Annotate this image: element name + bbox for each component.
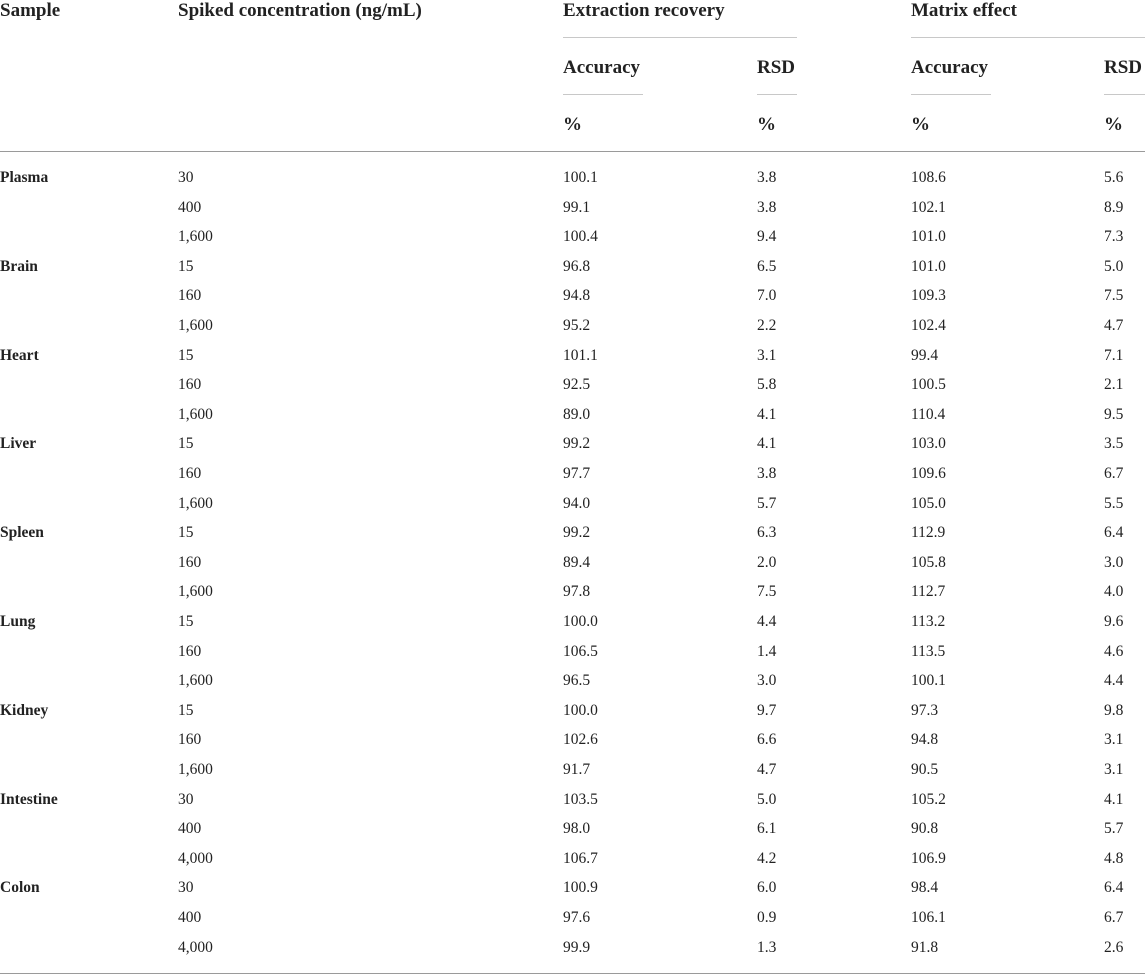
me-rsd-cell: 3.0 bbox=[1104, 553, 1124, 571]
me-accuracy-cell: 100.1 bbox=[911, 672, 946, 690]
er-accuracy-cell: 99.2 bbox=[563, 524, 591, 542]
concentration-cell: 400 bbox=[178, 198, 202, 216]
header-er-rsd-unit: % bbox=[757, 114, 776, 135]
header-extraction-recovery: Extraction recovery bbox=[563, 0, 725, 21]
concentration-cell: 160 bbox=[178, 465, 202, 482]
concentration-cell: 15 bbox=[178, 257, 194, 275]
er-accuracy-cell: 89.4 bbox=[563, 553, 591, 571]
me-rsd-cell: 6.7 bbox=[1104, 465, 1124, 482]
matrix-effect-spanner-rule bbox=[911, 37, 1145, 38]
me-accuracy-cell: 97.3 bbox=[911, 701, 939, 719]
er-rsd-cell: 2.2 bbox=[757, 317, 777, 334]
table-row bbox=[0, 873, 1145, 903]
er-rsd-cell: 4.2 bbox=[757, 849, 777, 867]
me-accuracy-cell: 90.5 bbox=[911, 761, 939, 778]
table-row bbox=[0, 903, 1145, 933]
concentration-cell: 4,000 bbox=[178, 938, 213, 956]
concentration-cell: 15 bbox=[178, 346, 194, 364]
er-accuracy-cell: 100.4 bbox=[563, 228, 598, 246]
er-rsd-cell: 4.1 bbox=[757, 435, 777, 453]
table-row bbox=[0, 696, 1145, 726]
header-me-accuracy: Accuracy bbox=[911, 57, 989, 78]
header-me-rsd: RSD bbox=[1104, 57, 1143, 78]
concentration-cell: 160 bbox=[178, 376, 202, 394]
er-rsd-cell: 6.0 bbox=[757, 879, 777, 897]
er-rsd-cell: 9.7 bbox=[757, 701, 777, 719]
me-accuracy-cell: 91.8 bbox=[911, 938, 939, 956]
me-rsd-cell: 7.1 bbox=[1104, 346, 1124, 364]
table-row bbox=[0, 607, 1145, 637]
er-accuracy-cell: 97.7 bbox=[563, 465, 591, 482]
sample-cell: Kidney bbox=[0, 701, 49, 719]
er-accuracy-cell: 99.9 bbox=[563, 938, 591, 956]
table-row bbox=[0, 400, 1145, 430]
table-row bbox=[0, 163, 1145, 193]
header-me-rsd-unit: % bbox=[1104, 114, 1123, 135]
table-row bbox=[0, 193, 1145, 223]
er-accuracy-cell: 96.5 bbox=[563, 672, 591, 690]
er-accuracy-cell: 100.1 bbox=[563, 169, 598, 186]
me-accuracy-cell: 102.4 bbox=[911, 317, 946, 334]
sample-cell: Intestine bbox=[0, 790, 58, 808]
table-row bbox=[0, 252, 1145, 282]
me-rsd-cell: 4.4 bbox=[1104, 672, 1124, 690]
er-accuracy-rule bbox=[563, 94, 643, 95]
me-accuracy-cell: 100.5 bbox=[911, 376, 946, 394]
er-rsd-cell: 5.0 bbox=[757, 790, 777, 808]
me-accuracy-cell: 103.0 bbox=[911, 435, 946, 453]
er-accuracy-cell: 94.8 bbox=[563, 287, 591, 305]
table-row bbox=[0, 518, 1145, 548]
extraction-recovery-spanner-rule bbox=[563, 37, 797, 38]
er-rsd-cell: 1.3 bbox=[757, 938, 777, 956]
er-accuracy-cell: 106.7 bbox=[563, 849, 598, 867]
me-rsd-cell: 9.8 bbox=[1104, 701, 1124, 719]
concentration-cell: 15 bbox=[178, 701, 194, 719]
me-rsd-cell: 4.6 bbox=[1104, 642, 1124, 660]
me-accuracy-cell: 102.1 bbox=[911, 198, 946, 216]
me-accuracy-rule bbox=[911, 94, 991, 95]
me-accuracy-cell: 94.8 bbox=[911, 731, 939, 749]
me-rsd-cell: 3.5 bbox=[1104, 435, 1124, 453]
er-rsd-cell: 4.7 bbox=[757, 761, 777, 778]
er-accuracy-cell: 95.2 bbox=[563, 317, 591, 334]
sample-cell: Heart bbox=[0, 346, 39, 364]
er-rsd-cell: 7.0 bbox=[757, 287, 777, 305]
er-rsd-cell: 3.1 bbox=[757, 346, 777, 364]
sample-cell: Spleen bbox=[0, 524, 44, 542]
me-accuracy-cell: 99.4 bbox=[911, 346, 939, 364]
er-accuracy-cell: 101.1 bbox=[563, 346, 598, 364]
er-accuracy-cell: 106.5 bbox=[563, 642, 598, 660]
table-row bbox=[0, 311, 1145, 341]
er-accuracy-cell: 100.9 bbox=[563, 879, 598, 897]
er-accuracy-cell: 97.6 bbox=[563, 909, 591, 926]
me-accuracy-cell: 110.4 bbox=[911, 405, 946, 423]
er-rsd-cell: 6.3 bbox=[757, 524, 777, 542]
table-row bbox=[0, 785, 1145, 815]
er-rsd-cell: 6.6 bbox=[757, 731, 777, 749]
er-rsd-rule bbox=[757, 94, 797, 95]
er-rsd-cell: 7.5 bbox=[757, 583, 777, 601]
er-accuracy-cell: 92.5 bbox=[563, 376, 591, 394]
me-rsd-cell: 6.7 bbox=[1104, 909, 1124, 926]
er-rsd-cell: 3.8 bbox=[757, 169, 777, 186]
er-rsd-cell: 6.5 bbox=[757, 257, 777, 275]
me-rsd-cell: 4.8 bbox=[1104, 849, 1124, 867]
concentration-cell: 1,600 bbox=[178, 317, 213, 334]
concentration-cell: 400 bbox=[178, 909, 202, 926]
sample-cell: Brain bbox=[0, 257, 38, 275]
me-rsd-cell: 2.1 bbox=[1104, 376, 1124, 394]
me-rsd-cell: 8.9 bbox=[1104, 198, 1124, 216]
er-rsd-cell: 3.8 bbox=[757, 198, 777, 216]
me-accuracy-cell: 105.0 bbox=[911, 494, 946, 512]
table-row bbox=[0, 281, 1145, 311]
er-accuracy-cell: 97.8 bbox=[563, 583, 591, 601]
me-rsd-cell: 9.6 bbox=[1104, 613, 1124, 630]
me-rsd-cell: 7.5 bbox=[1104, 287, 1124, 305]
header-er-accuracy-unit: % bbox=[563, 114, 582, 135]
concentration-cell: 160 bbox=[178, 553, 202, 571]
me-accuracy-cell: 101.0 bbox=[911, 228, 946, 246]
er-accuracy-cell: 100.0 bbox=[563, 701, 598, 719]
header-bottom-rule bbox=[0, 151, 1145, 152]
sample-cell: Lung bbox=[0, 613, 36, 630]
er-accuracy-cell: 103.5 bbox=[563, 790, 598, 808]
me-rsd-rule bbox=[1104, 94, 1145, 95]
header-sample: Sample bbox=[0, 0, 61, 21]
concentration-cell: 1,600 bbox=[178, 405, 213, 423]
concentration-cell: 160 bbox=[178, 731, 202, 749]
concentration-cell: 1,600 bbox=[178, 672, 213, 690]
sample-cell: Liver bbox=[0, 435, 37, 453]
er-accuracy-cell: 89.0 bbox=[563, 405, 591, 423]
header-er-accuracy: Accuracy bbox=[563, 57, 641, 78]
sample-cell: Colon bbox=[0, 879, 40, 897]
concentration-cell: 1,600 bbox=[178, 228, 213, 246]
me-rsd-cell: 4.1 bbox=[1104, 790, 1124, 808]
table-row bbox=[0, 577, 1145, 607]
table-bottom-rule bbox=[0, 973, 1145, 974]
concentration-cell: 4,000 bbox=[178, 849, 213, 867]
me-rsd-cell: 5.6 bbox=[1104, 169, 1124, 186]
me-accuracy-cell: 90.8 bbox=[911, 820, 939, 838]
er-rsd-cell: 3.8 bbox=[757, 465, 777, 482]
concentration-cell: 15 bbox=[178, 435, 194, 453]
me-accuracy-cell: 108.6 bbox=[911, 169, 946, 186]
er-accuracy-cell: 91.7 bbox=[563, 761, 591, 778]
header-spiked-concentration: Spiked concentration (ng/mL) bbox=[178, 0, 422, 21]
me-accuracy-cell: 113.2 bbox=[911, 613, 946, 630]
sample-cell: Plasma bbox=[0, 169, 49, 186]
table-row bbox=[0, 548, 1145, 578]
me-rsd-cell: 5.0 bbox=[1104, 257, 1124, 275]
er-rsd-cell: 3.0 bbox=[757, 672, 777, 690]
table-row bbox=[0, 370, 1145, 400]
concentration-cell: 1,600 bbox=[178, 583, 213, 601]
me-accuracy-cell: 105.2 bbox=[911, 790, 946, 808]
er-accuracy-cell: 96.8 bbox=[563, 257, 591, 275]
me-accuracy-cell: 109.3 bbox=[911, 287, 946, 305]
me-accuracy-cell: 101.0 bbox=[911, 257, 946, 275]
concentration-cell: 15 bbox=[178, 524, 194, 542]
er-accuracy-cell: 99.2 bbox=[563, 435, 591, 453]
header-er-rsd: RSD bbox=[757, 57, 796, 78]
header-me-accuracy-unit: % bbox=[911, 114, 930, 135]
table-row bbox=[0, 429, 1145, 459]
table-row bbox=[0, 725, 1145, 755]
me-rsd-cell: 5.5 bbox=[1104, 494, 1124, 512]
me-rsd-cell: 2.6 bbox=[1104, 938, 1124, 956]
er-accuracy-cell: 99.1 bbox=[563, 198, 591, 216]
er-rsd-cell: 5.7 bbox=[757, 494, 777, 512]
er-accuracy-cell: 100.0 bbox=[563, 613, 598, 630]
table-row bbox=[0, 341, 1145, 371]
er-accuracy-cell: 94.0 bbox=[563, 494, 591, 512]
me-accuracy-cell: 98.4 bbox=[911, 879, 939, 897]
concentration-cell: 160 bbox=[178, 287, 202, 305]
me-rsd-cell: 4.0 bbox=[1104, 583, 1124, 601]
concentration-cell: 160 bbox=[178, 642, 202, 660]
er-accuracy-cell: 102.6 bbox=[563, 731, 598, 749]
me-rsd-cell: 9.5 bbox=[1104, 405, 1124, 423]
me-accuracy-cell: 105.8 bbox=[911, 553, 946, 571]
concentration-cell: 400 bbox=[178, 820, 202, 838]
er-rsd-cell: 6.1 bbox=[757, 820, 777, 838]
me-accuracy-cell: 112.9 bbox=[911, 524, 946, 542]
er-rsd-cell: 1.4 bbox=[757, 642, 777, 660]
me-rsd-cell: 6.4 bbox=[1104, 524, 1124, 542]
me-accuracy-cell: 109.6 bbox=[911, 465, 946, 482]
me-rsd-cell: 3.1 bbox=[1104, 731, 1124, 749]
concentration-cell: 30 bbox=[178, 790, 194, 808]
concentration-cell: 30 bbox=[178, 879, 194, 897]
me-accuracy-cell: 113.5 bbox=[911, 642, 946, 660]
er-rsd-cell: 5.8 bbox=[757, 376, 777, 394]
table-row bbox=[0, 637, 1145, 667]
me-rsd-cell: 6.4 bbox=[1104, 879, 1124, 897]
table-row bbox=[0, 459, 1145, 489]
me-accuracy-cell: 112.7 bbox=[911, 583, 946, 601]
table-row bbox=[0, 755, 1145, 785]
header-matrix-effect: Matrix effect bbox=[911, 0, 1018, 21]
table-row bbox=[0, 844, 1145, 874]
table-row bbox=[0, 933, 1145, 963]
me-accuracy-cell: 106.9 bbox=[911, 849, 946, 867]
er-rsd-cell: 0.9 bbox=[757, 909, 777, 926]
me-rsd-cell: 5.7 bbox=[1104, 820, 1124, 838]
me-rsd-cell: 3.1 bbox=[1104, 761, 1124, 778]
er-rsd-cell: 9.4 bbox=[757, 228, 777, 246]
concentration-cell: 1,600 bbox=[178, 494, 213, 512]
me-rsd-cell: 7.3 bbox=[1104, 228, 1124, 246]
er-rsd-cell: 4.1 bbox=[757, 405, 777, 423]
me-accuracy-cell: 106.1 bbox=[911, 909, 946, 926]
me-rsd-cell: 4.7 bbox=[1104, 317, 1124, 334]
er-rsd-cell: 2.0 bbox=[757, 553, 777, 571]
table-row bbox=[0, 222, 1145, 252]
er-accuracy-cell: 98.0 bbox=[563, 820, 591, 838]
er-rsd-cell: 4.4 bbox=[757, 613, 777, 630]
table-row bbox=[0, 814, 1145, 844]
table-row bbox=[0, 666, 1145, 696]
concentration-cell: 15 bbox=[178, 613, 194, 630]
concentration-cell: 30 bbox=[178, 169, 194, 186]
table-row bbox=[0, 489, 1145, 519]
concentration-cell: 1,600 bbox=[178, 761, 213, 778]
